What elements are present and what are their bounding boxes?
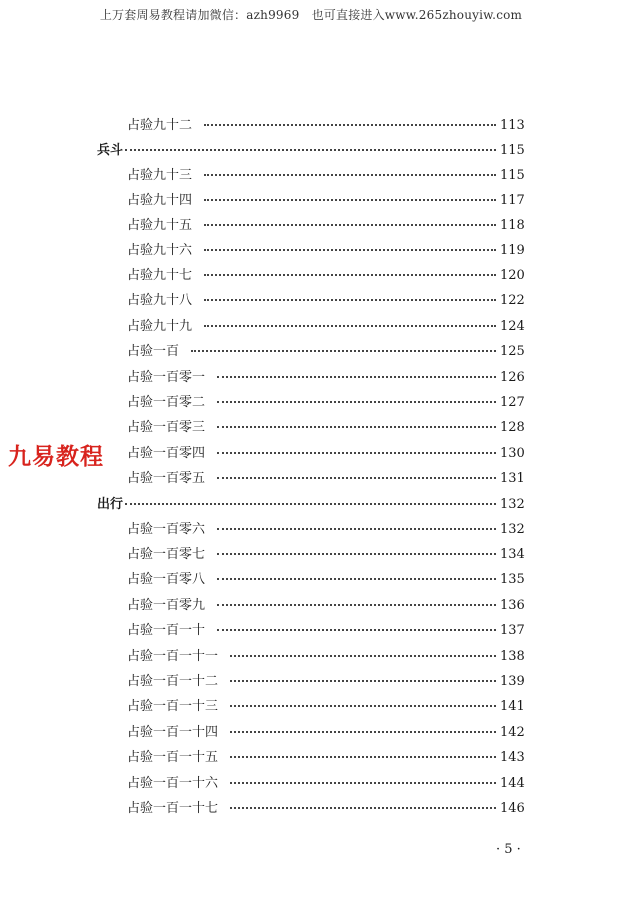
toc-entry-page: 120 [500,268,525,283]
toc-entry-title: 占验一百零四 [127,446,206,461]
toc-entry-title: 占验一百一十一 [127,649,219,664]
toc-entry-page: 137 [500,623,525,638]
toc-entry-title: 占验一百零五 [127,471,206,486]
toc-leader-dots [191,350,496,352]
toc-entry-title: 占验九十六 [127,243,193,258]
toc-entry-page: 144 [500,776,525,791]
toc-section[interactable] [97,143,524,159]
toc-entry-title: 占验九十二 [127,118,193,133]
toc-entry-page: 139 [500,674,525,689]
toc-entry-page: 131 [500,471,525,486]
toc-entry-page: 127 [500,395,525,410]
toc-entry-page: 125 [500,344,525,359]
toc-leader-dots [217,477,496,479]
toc-leader-dots [204,299,496,301]
toc-entry-title: 占验一百一十六 [127,776,219,791]
toc-entry-page: 115 [500,168,525,183]
toc-section-title: 兵斗 [97,143,124,158]
toc-leader-dots [217,376,496,378]
page-header-banner: 上万套周易教程请加微信：azh9969 也可直接进入www.265zhouyiw.com [99,8,523,22]
toc-entry[interactable] [127,446,524,462]
toc-entry-page: 118 [500,218,525,233]
toc-leader-dots [204,274,496,276]
toc-entry[interactable] [127,344,524,360]
toc-leader-dots [217,452,496,454]
toc-entry[interactable] [127,776,524,792]
toc-entry[interactable] [127,168,524,184]
toc-entry-title: 占验九十七 [127,268,193,283]
toc-leader-dots [230,680,496,682]
toc-entry-title: 占验一百零七 [127,547,206,562]
toc-entry-page: 146 [500,801,525,816]
toc-entry-page: 117 [500,193,525,208]
toc-entry-page: 142 [500,725,525,740]
toc-entry-title: 占验一百一十三 [127,699,219,714]
toc-entry-title: 占验一百一十四 [127,725,219,740]
toc-entry[interactable] [127,598,524,614]
toc-entry-page: 113 [500,118,525,133]
toc-entry-page: 134 [500,547,525,562]
toc-entry[interactable] [127,725,524,741]
toc-entry[interactable] [127,572,524,588]
toc-leader-dots [204,174,496,176]
toc-entry[interactable] [127,420,524,436]
watermark-text: 九易教程 [8,444,104,470]
toc-entry[interactable] [127,801,524,817]
toc-leader-dots [230,655,496,657]
toc-entry-page: 119 [500,243,525,258]
toc-entry[interactable] [127,268,524,284]
toc-leader-dots [230,807,496,809]
toc-entry-page: 128 [500,420,525,435]
toc-leader-dots [230,756,496,758]
toc-section-page: 132 [500,497,525,512]
toc-entry-page: 143 [500,750,525,765]
toc-entry-title: 占验九十三 [127,168,193,183]
toc-leader-dots [217,426,496,428]
toc-entry-title: 占验九十五 [127,218,193,233]
toc-entry-title: 占验一百一十二 [127,674,219,689]
toc-leader-dots [230,782,496,784]
toc-leader-dots [125,503,496,505]
toc-entry-page: 136 [500,598,525,613]
toc-entry-title: 占验一百零一 [127,370,206,385]
toc-entry[interactable] [127,623,524,639]
toc-entry[interactable] [127,750,524,766]
toc-entry-title: 占验一百 [127,344,180,359]
toc-entry[interactable] [127,471,524,487]
toc-entry[interactable] [127,674,524,690]
toc-leader-dots [217,604,496,606]
toc-leader-dots [217,553,496,555]
toc-section-title: 出行 [97,497,124,512]
toc-entry-page: 126 [500,370,525,385]
toc-leader-dots [230,731,496,733]
toc-leader-dots [230,705,496,707]
toc-entry-title: 占验一百零二 [127,395,206,410]
toc-leader-dots [204,249,496,251]
toc-leader-dots [204,224,496,226]
page-number: · 5 · [496,842,521,857]
toc-section[interactable] [97,497,524,513]
toc-leader-dots [217,578,496,580]
toc-entry-page: 122 [500,293,525,308]
toc-entry-title: 占验一百零三 [127,420,206,435]
toc-entry-title: 占验一百零九 [127,598,206,613]
toc-entry-title: 占验九十四 [127,193,193,208]
toc-entry-title: 占验一百零八 [127,572,206,587]
toc-entry[interactable] [127,118,524,134]
toc-leader-dots [204,325,496,327]
toc-leader-dots [204,124,496,126]
toc-entry[interactable] [127,649,524,665]
toc-entry-page: 130 [500,446,525,461]
toc-entry[interactable] [127,522,524,538]
toc-entry-title: 占验一百一十 [127,623,206,638]
toc-leader-dots [204,199,496,201]
toc-entry[interactable] [127,547,524,563]
toc-entry[interactable] [127,319,524,335]
toc-entry-page: 138 [500,649,525,664]
toc-leader-dots [217,401,496,403]
toc-entry-page: 124 [500,319,525,334]
toc-entry-page: 135 [500,572,525,587]
toc-entry-page: 132 [500,522,525,537]
toc-entry[interactable] [127,395,524,411]
toc-leader-dots [217,528,496,530]
toc-leader-dots [125,149,496,151]
toc-entry[interactable] [127,218,524,234]
toc-section-page: 115 [500,143,525,158]
toc-entry-title: 占验一百零六 [127,522,206,537]
toc-entry[interactable] [127,193,524,209]
toc-entry[interactable] [127,243,524,259]
toc-entry-page: 141 [500,699,525,714]
toc-entry-title: 占验九十九 [127,319,193,334]
toc-leader-dots [217,629,496,631]
toc-entry[interactable] [127,370,524,386]
toc-entry-title: 占验一百一十七 [127,801,219,816]
toc-entry-title: 占验九十八 [127,293,193,308]
toc-entry-title: 占验一百一十五 [127,750,219,765]
toc-entry[interactable] [127,699,524,715]
toc-entry[interactable] [127,293,524,309]
